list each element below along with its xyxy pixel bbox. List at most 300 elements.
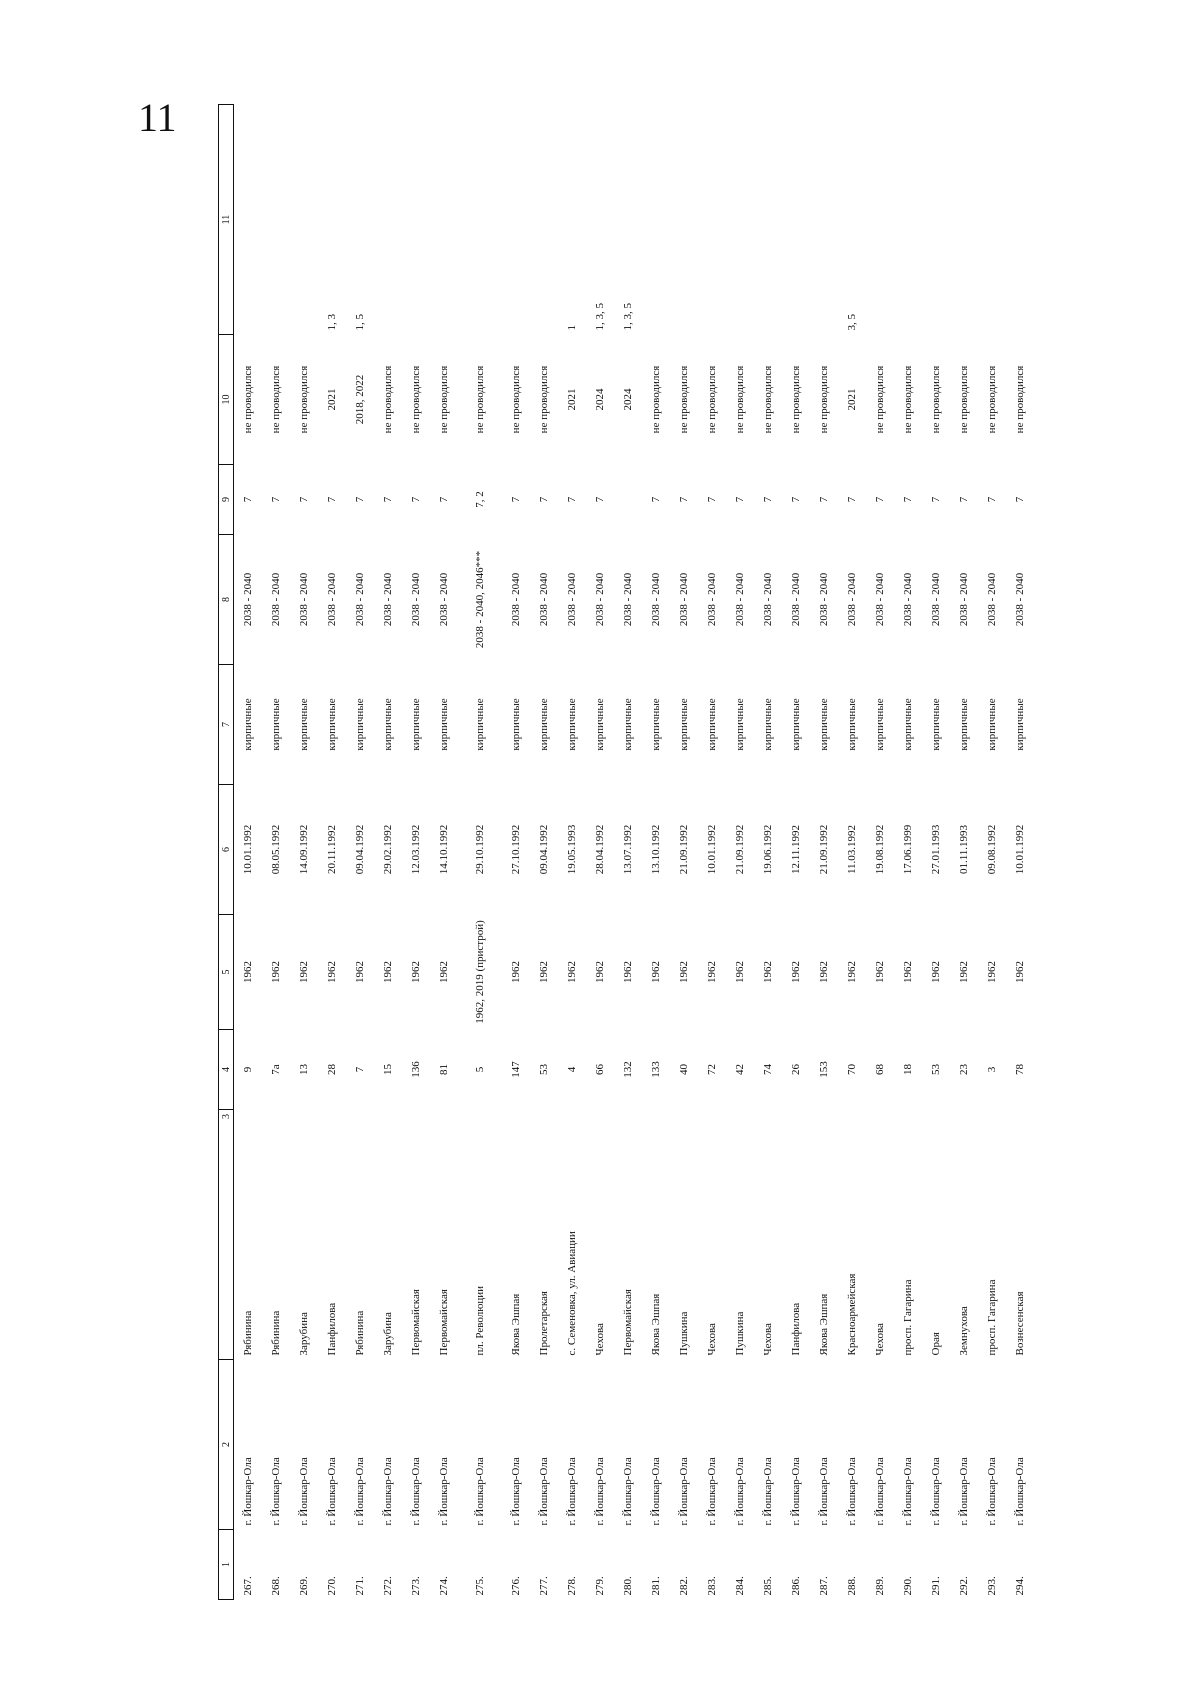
table-cell-col-10: не проводился	[958, 365, 970, 434]
table-cell-col-8: 2038 - 2040	[270, 572, 282, 627]
table-cell-col-3: просп. Гагарина	[986, 1279, 998, 1356]
table-cell-col-9: 7	[438, 496, 450, 503]
table-cell-col-6: 29.02.1992	[382, 824, 394, 875]
table-cell-col-8: 2038 - 2040	[650, 572, 662, 627]
table-row	[458, 105, 502, 1600]
table-cell-col-11	[458, 105, 502, 335]
table-cell-col-3: Пушкина	[678, 1311, 690, 1356]
column-header: 1	[219, 1530, 234, 1600]
table-cell-col-1: 290.	[902, 1576, 914, 1596]
table-cell-col-3: с. Семеновка, ул. Авиации	[566, 1231, 578, 1356]
table-row	[502, 105, 530, 1600]
table-cell-col-6: 19.05.1993	[566, 824, 578, 875]
table-cell-col-4: 42	[734, 1064, 746, 1075]
table-cell-col-8: 2038 - 2040	[678, 572, 690, 627]
table-cell-col-6: 10.01.1992	[242, 824, 254, 875]
table-cell-col-4: 136	[410, 1061, 422, 1078]
table-row	[1006, 105, 1034, 1600]
table-cell-col-6: 21.09.1992	[734, 824, 746, 875]
table-row	[290, 105, 318, 1600]
table-cell-col-9: 7	[874, 496, 886, 503]
table-cell-col-7: кирпичные	[438, 698, 450, 751]
table-cell-col-4: 40	[678, 1064, 690, 1075]
table-row	[894, 105, 922, 1600]
table-cell-col-7: кирпичные	[410, 698, 422, 751]
table-cell-col-7: кирпичные	[762, 698, 774, 751]
table-cell-col-11	[1006, 105, 1034, 335]
table-cell-col-4: 147	[510, 1061, 522, 1078]
table-cell-col-9: 7	[762, 496, 774, 503]
table-cell-col-11: 1, 3	[326, 314, 338, 331]
table-cell-col-1: 271.	[354, 1576, 366, 1596]
table-cell-col-3: Земнухова	[958, 1306, 970, 1356]
table-cell-col-2: г. Йошкар-Ола	[354, 1457, 366, 1526]
table-cell-col-11	[430, 105, 458, 335]
table-cell-col-10: не проводился	[410, 365, 422, 434]
table-cell-col-11: 1, 5	[354, 314, 366, 331]
table-cell-col-4: 28	[326, 1064, 338, 1075]
column-header: 7	[219, 665, 234, 785]
table-cell-col-8: 2038 - 2040	[410, 572, 422, 627]
table-cell-col-3: Якова Эшпая	[818, 1293, 830, 1356]
table-cell-col-5: 1962	[566, 961, 578, 983]
table-cell-col-11	[894, 105, 922, 335]
table-cell-col-8: 2038 - 2040	[846, 572, 858, 627]
table-cell-col-6: 27.10.1992	[510, 824, 522, 875]
table-cell-col-4: 23	[958, 1064, 970, 1075]
table-cell-col-3: Красноармейская	[846, 1273, 858, 1356]
table-cell-col-10: не проводился	[474, 365, 486, 434]
table-cell-col-9: 7	[510, 496, 522, 503]
table-cell-col-7: кирпичные	[538, 698, 550, 751]
table-row	[402, 105, 430, 1600]
table-cell-col-2: г. Йошкар-Ола	[1014, 1457, 1026, 1526]
table-cell-col-4: 81	[438, 1064, 450, 1075]
table-cell-col-7: кирпичные	[326, 698, 338, 751]
table-cell-col-11	[950, 105, 978, 335]
table-cell-col-7: кирпичные	[734, 698, 746, 751]
table-cell-col-5: 1962	[986, 961, 998, 983]
table-cell-col-10: не проводился	[678, 365, 690, 434]
table-cell-col-1: 292.	[958, 1576, 970, 1596]
table-cell-col-2: г. Йошкар-Ола	[902, 1457, 914, 1526]
table-cell-col-6: 12.11.1992	[790, 824, 802, 875]
table-cell-col-5: 1962	[410, 961, 422, 983]
table-cell-col-8: 2038 - 2040	[762, 572, 774, 627]
table-row	[810, 105, 838, 1600]
table-cell-col-4: 74	[762, 1064, 774, 1075]
table-cell-col-6: 09.04.1992	[538, 824, 550, 875]
table-cell-col-1: 293.	[986, 1576, 998, 1596]
table-cell-col-4: 68	[874, 1064, 886, 1075]
table-cell-col-9: 7	[818, 496, 830, 503]
table-cell-col-2: г. Йошкар-Ола	[734, 1457, 746, 1526]
table-cell-col-1: 280.	[622, 1576, 634, 1596]
table-cell-col-2: г. Йошкар-Ола	[510, 1457, 522, 1526]
table-cell-col-9: 7	[326, 496, 338, 503]
table-cell-col-3: Первомайская	[438, 1289, 450, 1356]
table-cell-col-1: 274.	[438, 1576, 450, 1596]
table-cell-col-10: не проводился	[874, 365, 886, 434]
table-cell-col-9: 7	[410, 496, 422, 503]
table-cell-col-8: 2038 - 2040	[930, 572, 942, 627]
table-cell-col-2: г. Йошкар-Ола	[594, 1457, 606, 1526]
table-cell-col-11	[530, 105, 558, 335]
column-header: 2	[219, 1360, 234, 1530]
table-cell-col-11	[726, 105, 754, 335]
table-cell-col-2: г. Йошкар-Ола	[958, 1457, 970, 1526]
table-cell-col-6: 14.09.1992	[298, 824, 310, 875]
table-cell-col-5: 1962	[382, 961, 394, 983]
table-cell-col-6: 10.01.1992	[706, 824, 718, 875]
table-row	[698, 105, 726, 1600]
table-cell-col-1: 276.	[510, 1576, 522, 1596]
table-cell-col-8: 2038 - 2040	[438, 572, 450, 627]
table-row	[234, 105, 263, 1600]
table-cell-col-4: 7	[354, 1066, 366, 1073]
table-cell-col-1: 273.	[410, 1576, 422, 1596]
table-cell-col-8: 2038 - 2040	[818, 572, 830, 627]
table-cell-col-7: кирпичные	[510, 698, 522, 751]
table-row	[642, 105, 670, 1600]
table-cell-col-2: г. Йошкар-Ола	[566, 1457, 578, 1526]
table-cell-col-8: 2038 - 2040	[986, 572, 998, 627]
table-cell-col-8: 2038 - 2040	[734, 572, 746, 627]
table-cell-col-9: 7, 2	[474, 491, 486, 508]
table-cell-col-8: 2038 - 2040	[354, 572, 366, 627]
table-cell-col-7: кирпичные	[1014, 698, 1026, 751]
table-cell-col-6: 13.10.1992	[650, 824, 662, 875]
table-row	[950, 105, 978, 1600]
table-cell-col-10: не проводился	[650, 365, 662, 434]
table-cell-col-5: 1962	[438, 961, 450, 983]
table-cell-col-5: 1962	[846, 961, 858, 983]
table-cell-col-2: г. Йошкар-Ола	[874, 1457, 886, 1526]
table-cell-col-10: не проводился	[298, 365, 310, 434]
table-cell-col-3: Панфилова	[326, 1302, 338, 1356]
table-cell-col-5: 1962	[298, 961, 310, 983]
table-row	[558, 105, 586, 1600]
table-cell-col-1: 279.	[594, 1576, 606, 1596]
table-cell-col-6: 20.11.1992	[326, 824, 338, 875]
table-cell-col-7: кирпичные	[818, 698, 830, 751]
table-cell-col-9: 7	[986, 496, 998, 503]
table-cell-col-11	[922, 105, 950, 335]
table-cell-col-9: 7	[734, 496, 746, 503]
table-cell-col-1: 283.	[706, 1576, 718, 1596]
table-cell-col-7: кирпичные	[382, 698, 394, 751]
table-cell-col-1: 277.	[538, 1576, 550, 1596]
table-cell-col-3: просп. Гагарина	[902, 1279, 914, 1356]
table-cell-col-5: 1962	[818, 961, 830, 983]
table-cell-col-2: г. Йошкар-Ола	[474, 1457, 486, 1526]
table-cell-col-11	[698, 105, 726, 335]
table-cell-col-8: 2038 - 2040	[790, 572, 802, 627]
table-cell-col-6: 19.06.1992	[762, 824, 774, 875]
table-row	[586, 105, 614, 1600]
table-cell-col-4: 132	[622, 1061, 634, 1078]
table-cell-col-1: 268.	[270, 1576, 282, 1596]
table-cell-col-8: 2038 - 2040	[566, 572, 578, 627]
table-cell-col-9: 7	[354, 496, 366, 503]
table-cell-col-1: 267.	[242, 1576, 254, 1596]
table-cell-col-9: 7	[846, 496, 858, 503]
table-cell-col-6: 14.10.1992	[438, 824, 450, 875]
table-cell-col-5: 1962	[242, 961, 254, 983]
table-row	[838, 105, 866, 1600]
table-cell-col-5: 1962	[762, 961, 774, 983]
table-row	[262, 105, 290, 1600]
table-row	[318, 105, 346, 1600]
table-cell-col-4: 153	[818, 1061, 830, 1078]
table-cell-col-5: 1962	[678, 961, 690, 983]
table-cell-col-10: 2021	[846, 388, 858, 411]
table-cell-col-7: кирпичные	[678, 698, 690, 751]
table-cell-col-4: 70	[846, 1064, 858, 1075]
table-cell-col-3: Панфилова	[790, 1302, 802, 1356]
table-row	[978, 105, 1006, 1600]
table-row	[530, 105, 558, 1600]
table-cell-col-6: 12.03.1992	[410, 824, 422, 875]
table-cell-col-5: 1962	[734, 961, 746, 983]
column-header: 4	[219, 1030, 234, 1110]
table-row	[922, 105, 950, 1600]
table-cell-col-6: 11.03.1992	[846, 824, 858, 875]
table-cell-col-8: 2038 - 2040	[510, 572, 522, 627]
table-cell-col-6: 13.07.1992	[622, 824, 634, 875]
table-cell-col-2: г. Йошкар-Ола	[242, 1457, 254, 1526]
table-cell-col-2: г. Йошкар-Ола	[846, 1457, 858, 1526]
table-cell-col-8: 2038 - 2040	[326, 572, 338, 627]
table-cell-col-3: Якова Эшпая	[510, 1293, 522, 1356]
table-cell-col-2: г. Йошкар-Ола	[678, 1457, 690, 1526]
table-cell-col-1: 270.	[326, 1576, 338, 1596]
table-cell-col-6: 28.04.1992	[594, 824, 606, 875]
table-cell-col-9: 7	[538, 496, 550, 503]
table-cell-col-2: г. Йошкар-Ола	[986, 1457, 998, 1526]
table-cell-col-7: кирпичные	[650, 698, 662, 751]
table-cell-col-4: 26	[790, 1064, 802, 1075]
table-cell-col-8: 2038 - 2040	[1014, 572, 1026, 627]
table-cell-col-9: 7	[958, 496, 970, 503]
table-cell-col-9: 7	[790, 496, 802, 503]
table-row	[614, 105, 642, 1600]
table-cell-col-6: 01.11.1993	[958, 824, 970, 875]
table-cell-col-9: 7	[678, 496, 690, 503]
table-cell-col-8: 2038 - 2040	[242, 572, 254, 627]
table-cell-col-3: Орая	[930, 1332, 942, 1356]
table-cell-col-5: 1962	[354, 961, 366, 983]
table-cell-col-6: 29.10.1992	[474, 824, 486, 875]
table-cell-col-7: кирпичные	[474, 698, 486, 751]
table-cell-col-5: 1962	[958, 961, 970, 983]
table-row	[726, 105, 754, 1600]
table-cell-col-4: 53	[538, 1064, 550, 1075]
table-cell-col-5: 1962	[326, 961, 338, 983]
table-cell-col-10: не проводился	[270, 365, 282, 434]
table-body	[234, 105, 1035, 1600]
table-cell-col-3: Чехова	[594, 1323, 606, 1356]
table-cell-col-5: 1962, 2019 (пристрой)	[473, 920, 486, 1024]
table-cell-col-11: 1, 3, 5	[622, 303, 634, 331]
table-cell-col-2: г. Йошкар-Ола	[818, 1457, 830, 1526]
table-row	[346, 105, 374, 1600]
table-cell-col-10: не проводился	[902, 365, 914, 434]
table-cell-col-11	[978, 105, 1006, 335]
table-cell-col-8: 2038 - 2040	[298, 572, 310, 627]
table-cell-col-10: не проводился	[986, 365, 998, 434]
table-cell-col-11	[374, 105, 402, 335]
housing-table	[218, 104, 1034, 1600]
table-cell-col-11	[642, 105, 670, 335]
table-cell-col-1: 282.	[678, 1576, 690, 1596]
table-cell-col-7: кирпичные	[902, 698, 914, 751]
table-cell-col-2: г. Йошкар-Ола	[382, 1457, 394, 1526]
table-row	[374, 105, 402, 1600]
table-cell-col-2: г. Йошкар-Ола	[538, 1457, 550, 1526]
table-cell-col-10: не проводился	[382, 365, 394, 434]
table-cell-col-11	[234, 105, 263, 335]
table-cell-col-2: г. Йошкар-Ола	[326, 1457, 338, 1526]
table-cell-col-1: 272.	[382, 1576, 394, 1596]
table-cell-col-6: 08.05.1992	[270, 824, 282, 875]
column-header: 8	[219, 535, 234, 665]
table-cell-col-10: 2021	[566, 388, 578, 411]
table-cell-col-7: кирпичные	[270, 698, 282, 751]
table-cell-col-3: Чехова	[762, 1323, 774, 1356]
table-cell-col-3: Рябинина	[270, 1310, 282, 1356]
table-cell-col-8: 2038 - 2040	[874, 572, 886, 627]
table-cell-col-1: 275.	[474, 1576, 486, 1596]
table-cell-col-4: 72	[706, 1064, 718, 1075]
table-cell-col-4: 7а	[270, 1064, 282, 1075]
table-cell-col-10: 2018, 2022	[354, 374, 366, 425]
table-cell-col-9: 7	[298, 496, 310, 503]
table-cell-col-11	[262, 105, 290, 335]
table-cell-col-5: 1962	[1014, 961, 1026, 983]
table-cell-col-7: кирпичные	[566, 698, 578, 751]
table-cell-col-5: 1962	[510, 961, 522, 983]
table-cell-col-10: не проводился	[790, 365, 802, 434]
table-cell-col-5: 1962	[538, 961, 550, 983]
table-cell-col-9: 7	[566, 496, 578, 503]
table-cell-col-5: 1962	[790, 961, 802, 983]
table-cell-col-8: 2038 - 2040	[538, 572, 550, 627]
table-cell-col-3: Зарубина	[382, 1312, 394, 1356]
table-cell-col-5: 1962	[622, 961, 634, 983]
table-cell-col-3: Чехова	[874, 1323, 886, 1356]
table-row	[754, 105, 782, 1600]
table-cell-col-1: 286.	[790, 1576, 802, 1596]
table-cell-col-9: 7	[382, 496, 394, 503]
table-cell-col-11	[782, 105, 810, 335]
table-cell-col-4: 18	[902, 1064, 914, 1075]
table-cell-col-6: 27.01.1993	[930, 824, 942, 875]
table-cell-col-7: кирпичные	[706, 698, 718, 751]
table-cell-col-5: 1962	[650, 961, 662, 983]
table-cell-col-7: кирпичные	[242, 698, 254, 751]
table-cell-col-11: 1, 3, 5	[594, 303, 606, 331]
column-header: 11	[219, 105, 234, 335]
table-cell-col-8: 2038 - 2040, 2046***	[473, 550, 486, 649]
table-cell-col-4: 78	[1014, 1064, 1026, 1075]
table-cell-col-11: 1	[566, 325, 578, 331]
table-cell-col-2: г. Йошкар-Ола	[622, 1457, 634, 1526]
table-row	[430, 105, 458, 1600]
table-cell-col-9: 7	[270, 496, 282, 503]
table-cell-col-7: кирпичные	[986, 698, 998, 751]
table-cell-col-1: 291.	[930, 1576, 942, 1596]
table-cell-col-1: 285.	[762, 1576, 774, 1596]
column-header: 9	[219, 465, 234, 535]
table-cell-col-6: 09.08.1992	[986, 824, 998, 875]
table-cell-col-5: 1962	[594, 961, 606, 983]
table-cell-col-2: г. Йошкар-Ола	[410, 1457, 422, 1526]
table-cell-col-4: 13	[298, 1064, 310, 1075]
table-cell-col-9: 7	[242, 496, 254, 503]
table-cell-col-7: кирпичные	[790, 698, 802, 751]
table-cell-col-6: 10.01.1992	[1014, 824, 1026, 875]
table-cell-col-7: кирпичные	[958, 698, 970, 751]
table-cell-col-3: Зарубина	[298, 1312, 310, 1356]
table-cell-col-7: кирпичные	[874, 698, 886, 751]
table-cell-col-10: не проводился	[818, 365, 830, 434]
table-cell-col-10: не проводился	[510, 365, 522, 434]
table-cell-col-6: 19.08.1992	[874, 824, 886, 875]
table-cell-col-10: не проводился	[538, 365, 550, 434]
table-cell-col-3: Якова Эшпая	[650, 1293, 662, 1356]
table-cell-col-9: 7	[650, 496, 662, 503]
table-row	[866, 105, 894, 1600]
rotated-table-container	[218, 105, 1038, 1600]
table-cell-col-10: не проводился	[734, 365, 746, 434]
table-cell-col-9: 7	[902, 496, 914, 503]
table-cell-col-4: 3	[986, 1066, 998, 1073]
table-cell-col-4: 9	[242, 1066, 254, 1073]
table-cell-col-3: Рябинина	[242, 1310, 254, 1356]
table-cell-col-11	[810, 105, 838, 335]
table-cell-col-4: 15	[382, 1064, 394, 1075]
table-cell-col-1: 294.	[1014, 1576, 1026, 1596]
table-cell-col-11	[502, 105, 530, 335]
table-cell-col-4: 133	[650, 1061, 662, 1078]
table-cell-col-11: 3, 5	[846, 314, 858, 331]
table-cell-col-10: не проводился	[930, 365, 942, 434]
table-cell-col-11	[670, 105, 698, 335]
table-cell-col-6: 21.09.1992	[678, 824, 690, 875]
table-cell-col-1: 288.	[846, 1576, 858, 1596]
header-row	[219, 105, 234, 1600]
table-cell-col-3: Чехова	[706, 1323, 718, 1356]
table-cell-col-1: 289.	[874, 1576, 886, 1596]
table-cell-col-10: 2021	[326, 388, 338, 411]
page-number: 11	[138, 95, 177, 140]
table-cell-col-2: г. Йошкар-Ола	[930, 1457, 942, 1526]
table-cell-col-8: 2038 - 2040	[382, 572, 394, 627]
table-cell-col-8: 2038 - 2040	[706, 572, 718, 627]
table-cell-col-2: г. Йошкар-Ола	[298, 1457, 310, 1526]
table-cell-col-2: г. Йошкар-Ола	[650, 1457, 662, 1526]
table-cell-col-5: 1962	[270, 961, 282, 983]
table-cell-col-8: 2038 - 2040	[622, 572, 634, 627]
table-row	[782, 105, 810, 1600]
table-cell-col-4: 66	[594, 1064, 606, 1075]
column-header: 5	[219, 915, 234, 1030]
table-cell-col-3: Пушкина	[734, 1311, 746, 1356]
table-cell-col-1: 269.	[298, 1576, 310, 1596]
table-cell-col-5: 1962	[902, 961, 914, 983]
table-cell-col-1: 284.	[734, 1576, 746, 1596]
